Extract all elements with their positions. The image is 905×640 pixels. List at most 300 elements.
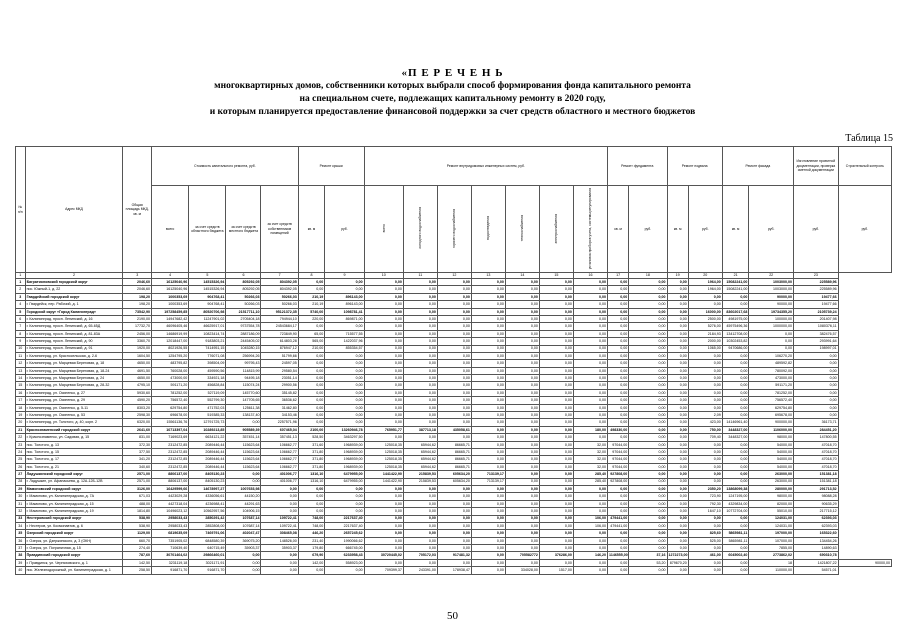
table-cell: 0,00 [608,338,629,345]
table-cell: 0,00 [573,545,607,552]
table-cell: 17 [16,397,26,404]
table-cell: 0,00 [505,500,539,507]
table-cell: 0,00 [471,530,505,537]
table-cell: 8405130,23 [189,471,226,478]
table-cell: 30 [16,493,26,500]
table-cell: 0,00 [364,412,403,419]
table-cell: 8021926,55 [152,345,189,352]
table-cell: 0,00 [226,419,261,426]
table-cell: 9 [16,338,26,345]
table-cell: 15082241,00 [722,279,749,286]
table-cell: 54000,00 [749,456,794,463]
table-cell: 0,00 [688,389,722,396]
table-cell: г. Нестеров, ул. Космонавтов, д. 6 [25,522,123,529]
column-number: 22 [749,273,794,279]
table-cell: 0,00 [629,412,667,419]
table-cell: 145770,60 [226,389,261,396]
table-cell: 4795,10 [123,382,152,389]
table-cell: 0,00 [325,508,364,515]
table-cell: 0,00 [471,323,505,330]
table-cell: 39 [16,559,26,566]
table-cell: 0,00 [261,552,298,559]
table-cell: 16000,00 [688,308,722,315]
table-cell: 3126,00 [123,485,152,492]
table-cell: 0,00 [688,441,722,448]
table-cell: 258,50 [123,567,152,574]
table-cell: 538,90 [123,522,152,529]
table-cell: 0,00 [325,382,364,389]
table-cell: 0,00 [608,293,629,300]
table-cell: 0,00 [688,352,722,359]
table-cell: 0,00 [471,375,505,382]
table-cell: 0,00 [298,323,325,330]
table-cell: 24 [16,448,26,455]
table-cell: 666745,00 [325,545,364,552]
table-cell: 32,00 [573,448,607,455]
table-cell: 0,00 [325,367,364,374]
table-cell: 2500,00 [688,315,722,322]
table-cell: 0,00 [667,545,688,552]
table-cell: 8 [16,330,26,337]
table-cell: 0,00 [437,412,471,419]
table-cell: 0,00 [688,545,722,552]
table-cell: 805292,05 [226,279,261,286]
table-cell: 0,00 [505,493,539,500]
table-row [16,330,892,337]
table-row [16,397,892,404]
table-cell: 0,00 [325,485,364,492]
table-cell: 0,00 [573,530,607,537]
table-cell: 0,00 [573,315,607,322]
table-cell: 0,00 [325,360,364,367]
table-cell: 125018,35 [364,463,403,470]
table-cell: 715577,55 [325,330,364,337]
table-cell: 35 [16,530,26,537]
column-number: 4 [152,273,189,279]
table-cell: 2773862,02 [749,552,794,559]
table-cell: г. Калининград, ул. Красносельская, д. 2-6 [25,352,123,359]
table-cell: 2,09 [688,412,722,419]
col-eng-total: всего [364,186,403,273]
table-row [16,315,892,322]
table-cell: 293991,64 [794,338,839,345]
table-cell: 0,00 [608,301,629,308]
table-cell: 804392,05 [261,279,298,286]
table-cell: 0,00 [325,279,364,286]
table-cell: 0,00 [364,419,403,426]
table-cell: 256994,26 [226,352,261,359]
table-cell: 0,00 [688,360,722,367]
table-cell: 34153,46 [261,412,298,419]
table-cell: 0,00 [688,404,722,411]
table-cell: 0,00 [437,375,471,382]
table-cell: 0,00 [539,515,573,522]
table-cell: 50266,03 [226,293,261,300]
table-cell: 0,00 [505,286,539,293]
table-cell: 274,40 [123,545,152,552]
table-cell: 0,00 [722,404,749,411]
table-cell: 0,00 [505,508,539,515]
table-cell: 198997,01 [794,345,839,352]
table-cell: 215839,53 [403,478,437,485]
table-cell: 765951,77 [364,426,403,433]
table-cell: 10562957,56 [189,508,226,515]
table-cell: 0,00 [539,382,573,389]
table-cell: 1000000,00 [749,323,794,330]
table-cell: 0,00 [403,389,437,396]
table-cell: 125018,35 [364,441,403,448]
table-cell: 0,00 [471,412,505,419]
table-cell: пос. Южный-1, д. 22 [25,286,123,293]
table-cell: 0,00 [403,537,437,544]
table-cell: 0,00 [437,485,471,492]
table-cell: 794944,10 [261,315,298,322]
table-cell: 3 [16,293,26,300]
table-cell: Мамоновский городской округ [25,485,123,492]
table-cell: 0,00 [364,500,403,507]
table-cell: 0,00 [667,515,688,522]
table-cell: 0,00 [629,301,667,308]
table-cell: 0,00 [667,315,688,322]
table-cell: 31 [16,500,26,507]
col-facade-area: кв. м [722,186,749,273]
table-cell: 0,00 [403,434,437,441]
table-cell: 0,00 [688,463,722,470]
table-cell: 0,00 [608,500,629,507]
table-cell: 0,00 [505,279,539,286]
table-cell: 0,00 [539,375,573,382]
table-cell: 2657245,62 [325,530,364,537]
table-cell: 22 [16,434,26,441]
table-row [16,382,892,389]
table-cell: 0,00 [437,530,471,537]
table-cell: 2850291,42 [189,515,226,522]
table-cell: 0,00 [403,508,437,515]
table-cell: 44150,20 [226,493,261,500]
table-cell: 3463297,50 [325,434,364,441]
table-cell: 16125040,96 [152,279,189,286]
table-cell: г. Правдинск, ул. Черняховского, д. 1 [25,559,123,566]
table-cell: 0,00 [573,330,607,337]
table-cell: 65,00 [298,330,325,337]
table-cell: 197000,00 [749,530,794,537]
table-cell: 0,00 [539,530,573,537]
table-cell: 17732,70 [123,323,152,330]
table-cell: 723849,90 [261,330,298,337]
column-number: 5 [189,273,226,279]
table-cell: 0,00 [505,338,539,345]
table-cell: 0,00 [437,397,471,404]
table-cell: 62393,03 [794,522,839,529]
table-cell: 10823414,74 [189,330,226,337]
table-cell: 0,00 [298,397,325,404]
table-row [16,500,892,507]
table-cell: 14947682,42 [152,315,189,322]
table-cell: 0,00 [403,338,437,345]
table-cell: 552799,30 [189,397,226,404]
table-cell: 0,00 [688,382,722,389]
table-cell: 0,00 [505,360,539,367]
table-cell: 1422037,96 [325,338,364,345]
table-cell: 50266,03 [261,301,298,308]
table-cell: 0,00 [505,448,539,455]
table-cell: 0,00 [471,434,505,441]
table-cell: 0,00 [722,515,749,522]
table-cell: 11247901,02 [189,315,226,322]
table-cell: 0,00 [403,382,437,389]
table-cell: 0,00 [629,500,667,507]
table-cell: 538,90 [123,515,152,522]
table-cell: 10302453,82 [722,338,749,345]
table-cell: 0,00 [629,404,667,411]
table-cell: 0,00 [688,515,722,522]
table-cell: 0,00 [667,500,688,507]
table-cell: 0,00 [629,448,667,455]
table-cell: 479441,00 [608,522,629,529]
table-cell: 33 [16,515,26,522]
table-cell: 402047,47 [226,530,261,537]
table-cell: 47018,70 [794,463,839,470]
table-cell: 5930,60 [123,389,152,396]
data-table [15,146,892,575]
table-cell: 31462,80 [261,404,298,411]
column-number: 8 [298,273,325,279]
table-cell: 0,00 [539,279,573,286]
table-cell: 0,00 [471,404,505,411]
table-cell: 106662,77 [261,448,298,455]
table-cell: 0,00 [608,323,629,330]
table-cell: 285,40 [573,471,607,478]
table-cell: 1272273,00 [668,553,688,558]
table-cell: 0,00 [226,552,261,559]
table-cell: 30701464,02 [152,552,189,559]
col-control-rub: руб. [838,186,891,273]
table-cell: 2184,93 [688,330,722,337]
table-cell: 263000,00 [749,471,794,478]
table-cell: 2217637,40 [325,522,364,529]
table-cell: 748,00 [298,515,325,522]
table-cell: г. Калининград, ул. Толстого, д. 40, корп. 2 [25,419,123,426]
table-cell: 2312472,85 [152,456,189,463]
table-cell: 0,00 [364,352,403,359]
table-row [16,279,892,286]
table-row [16,493,892,500]
table-cell: 3231119,18 [152,559,189,566]
table-cell: 0,00 [608,567,629,574]
table-cell: 0,00 [261,500,298,507]
table-cell: 591171,20 [749,382,794,389]
table-row [16,434,892,441]
table-cell: 0,00 [539,493,573,500]
table-cell: 629754,80 [749,404,794,411]
table-cell: 6479955,00 [325,478,364,485]
col-base-area: кв. м [667,186,688,273]
table-cell: 4236988,41 [189,500,226,507]
table-cell: 0,00 [364,522,403,529]
table-cell: 0,00 [505,522,539,529]
table-cell: 16 [16,389,26,396]
table-cell: 10289213,85 [189,426,226,433]
table-cell: 2705404,18 [226,315,261,322]
table-cell: 65944,62 [403,456,437,463]
table-cell: 0,00 [608,485,629,492]
table-cell: 0,00 [471,360,505,367]
table-cell: 0,00 [794,375,839,382]
table-row [16,367,892,374]
table-cell: 5865981,11 [722,537,749,544]
table-cell: 0,00 [667,493,688,500]
table-cell: 0,00 [364,375,403,382]
table-cell: 1604,50 [123,352,152,359]
table-row [16,426,892,433]
table-cell: 0,00 [298,279,325,286]
table-cell: 357451,14 [226,434,261,441]
table-cell: г. Мамоново, ул. Калининградская, д. 15 [25,500,123,507]
table-cell: 369075,20 [226,537,261,544]
table-cell: 0,00 [667,397,688,404]
table-cell: 0,00 [505,545,539,552]
table-cell: 0,00 [539,426,573,433]
table-cell: 0,00 [364,367,403,374]
table-cell: 0,00 [667,522,688,529]
table-cell: 106270,20 [749,352,794,359]
table-cell: 225589,96 [794,279,839,286]
table-cell: 927808,00 [608,471,629,478]
table-cell: 1316,10 [298,471,325,478]
table-cell: 0,00 [539,412,573,419]
column-number: 11 [403,273,437,279]
table-cell: 46625917,01 [189,323,226,330]
table-cell: 0,00 [667,412,688,419]
table-cell: 2445405,02 [226,338,261,345]
table-cell: 371,60 [298,441,325,448]
table-cell: 0,00 [325,493,364,500]
table-row [16,360,892,367]
table-cell: 0,00 [629,426,667,433]
table-cell: 0,00 [471,279,505,286]
table-cell: 0,00 [667,463,688,470]
table-cell: 115623,64 [226,463,261,470]
table-cell: 8806137,00 [152,478,189,485]
table-cell: 0,00 [325,397,364,404]
table-cell: 0,00 [573,567,607,574]
table-cell: 115623,64 [226,448,261,455]
table-cell: 0,00 [437,404,471,411]
table-cell: 0,00 [722,456,749,463]
column-number: 18 [629,273,667,279]
table-cell: 705172,03 [403,552,437,559]
table-cell: 0,00 [261,485,298,492]
table-cell: 201407,98 [794,315,839,322]
table-cell: 151381,18 [794,471,839,478]
table-cell: 0,00 [539,389,573,396]
table-cell: 0,00 [608,360,629,367]
table-cell: 0,00 [403,301,437,308]
table-cell: 16125040,96 [152,286,189,293]
table-cell: 44291,63 [226,500,261,507]
table-cell: 86665,71 [437,463,471,470]
table-cell: 4 [16,301,26,308]
table-cell: 831,00 [123,434,152,441]
table-cell: 0,00 [471,500,505,507]
table-cell: 0,00 [471,522,505,529]
table-cell: 0,00 [364,537,403,544]
table-cell: 11 [16,352,26,359]
table-cell: 0,00 [325,567,364,574]
table-cell: 32,00 [573,456,607,463]
table-cell: 2598,30 [123,412,152,419]
table-cell: 0,00 [505,478,539,485]
table-cell: 0,00 [437,559,471,566]
table-cell: г. Калининград, ул. Осипенко, д. 5-11 [25,404,123,411]
table-cell: 19477,66 [794,293,839,300]
table-cell: 106662,77 [261,456,298,463]
table-cell: 0,00 [261,508,298,515]
table-cell: 35903,37 [261,545,298,552]
table-cell: 0,00 [667,301,688,308]
table-cell: 709399,37 [364,567,403,574]
table-cell: 0,00 [722,471,749,478]
table-cell: 671,03 [123,493,152,500]
table-cell: 0,00 [298,352,325,359]
table-cell: 12 [16,360,26,367]
table-cell: 446,20 [298,530,325,537]
table-cell: 0,00 [437,345,471,352]
table-cell: 435058,61 [437,426,471,433]
table-cell: Гвардейский городской округ [25,293,123,300]
table-cell: 0,00 [573,382,607,389]
col-eng-group: Ремонт внутридомовых инженерных систем, руб. [364,147,607,186]
table-cell: 2571,00 [123,471,152,478]
table-cell: 0,00 [722,360,749,367]
table-cell: 217715,12 [794,508,839,515]
table-cell: 0,00 [722,301,749,308]
table-cell: 0,00 [505,426,539,433]
table-cell: 0,00 [722,559,749,566]
table-cell: 371,80 [298,463,325,470]
table-cell: 26 [16,463,26,470]
table-cell: 0,00 [539,537,573,544]
table-row [16,323,892,330]
table-cell: 0,00 [722,352,749,359]
table-cell: 0,00 [794,412,839,419]
heading-line4: и которым планируется предоставление финансовой поддержки за счет средств областного и местного бюджетов [209,107,696,117]
table-cell: 0,00 [722,382,749,389]
table-cell: 3448327,00 [722,434,749,441]
col-design: Изготовление проектной документации, проверка сметной документации [794,147,839,186]
table-cell: 0,00 [403,522,437,529]
table-cell: 876947,12 [261,345,298,352]
table-cell: 423,00 [688,419,722,426]
table-cell: 107687,14 [226,522,261,529]
table-cell: 0,00 [608,404,629,411]
table-cell: 0,00 [505,301,539,308]
table-cell: 0,00 [722,397,749,404]
table-cell: 371,80 [298,448,325,455]
column-number: 19 [667,273,688,279]
table-cell: г. Калининград, ул. Осипенко, д. 29 [25,397,123,404]
table-cell: 780092,00 [749,367,794,374]
table-cell: 0,00 [629,456,667,463]
table-cell: 0,00 [403,323,437,330]
table-cell: 0,00 [722,293,749,300]
table-cell: 0,00 [573,559,607,566]
table-cell: г. Калининград, ул. Осипенко, д. 53 [25,412,123,419]
table-cell: 99795,43 [226,360,261,367]
table-cell: 382476,57 [794,330,839,337]
table-cell: 1968939,00 [325,463,364,470]
table-cell: 0,00 [403,375,437,382]
